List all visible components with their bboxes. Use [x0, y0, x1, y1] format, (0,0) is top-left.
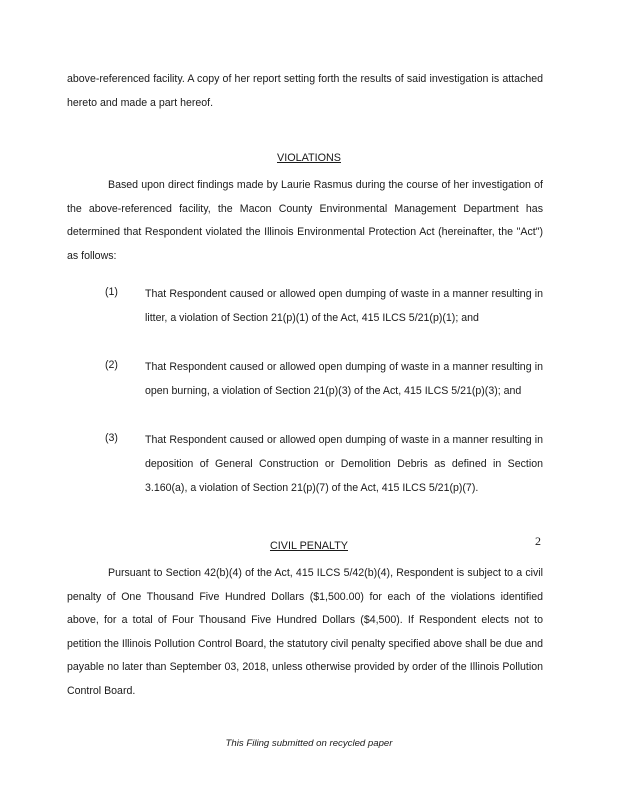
civil-penalty-paragraph: Pursuant to Section 42(b)(4) of the Act, 415 ILCS 5/42(b)(4), Respondent is subject to a civil penalty of One Thousand Five Hundred Dollars ($1,500.00) for each of the violations identified above, for a total of Four Thousand Five Hundred Dollars ($4,500). If Respondent elects not to petition the Illinois Pollution Control Board, the statutory civil penalty specified above shall be due and payable no later than September 03, 2018, unless otherwise provided by order of the Illinois Pollution Control Board. — [67, 567, 543, 697]
violations-intro-paragraph: Based upon direct findings made by Laurie Rasmus during the course of her investigation of the above-referenced facility, the Macon County Environmental Management Department has determined that Respondent violated the Illinois Environmental Protection Act (hereinafter, the "Act") as follows: — [67, 179, 543, 262]
violation-text: That Respondent caused or allowed open dumping of waste in a manner resulting in litter, a violation of Section 21(p)(1) of the Act, 415 ILCS 5/21(p)(1); and — [145, 288, 543, 324]
violation-text: That Respondent caused or allowed open dumping of waste in a manner resulting in deposition of General Construction or Demolition Debris as defined in Section 3.160(a), a violation of Section 21(p)(7) of the Act, 415 ILCS 5/21(p)(7). — [145, 434, 543, 494]
violations-heading: VIOLATIONS — [277, 152, 341, 164]
intro-paragraph: above-referenced facility. A copy of her report setting forth the results of said investigation is attached hereto and made a part hereof. — [67, 73, 543, 109]
footer-note: This Filing submitted on recycled paper — [225, 738, 393, 749]
page-number: 2 — [535, 534, 541, 548]
violation-text: That Respondent caused or allowed open dumping of waste in a manner resulting in open burning, a violation of Section 21(p)(3) of the Act, 415 ILCS 5/21(p)(3); and — [145, 361, 543, 397]
violation-number: (1) — [105, 286, 118, 298]
civil-penalty-heading: CIVIL PENALTY — [269, 540, 348, 552]
violation-number: (2) — [105, 359, 118, 371]
violation-number: (3) — [105, 432, 118, 444]
